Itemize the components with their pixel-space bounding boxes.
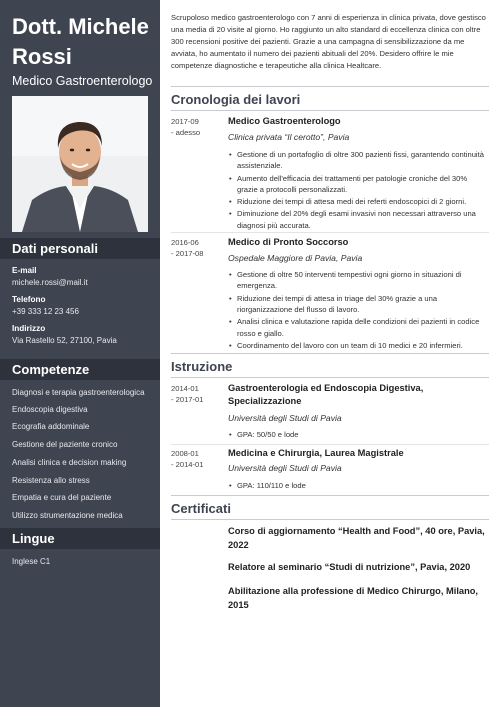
main-content [171,0,489,707]
education-date [171,448,223,470]
section-heading-certificates: Certificati [171,495,489,520]
work-date [171,116,223,138]
skill-item: Resistenza allo stress [12,476,90,485]
achievement-item: • Riduzione dei tempi di attesa medi dei referti endoscopici di 2 giorni. [228,196,489,207]
skill-item: Endoscopia digestiva [12,405,88,414]
phone-value[interactable]: +39 333 12 23 456 [12,307,79,316]
achievement-item: • Gestione di oltre 50 interventi tempestivi ogni giorno in situazioni di emergenza. [228,269,489,292]
divider [171,232,489,233]
phone-label: Telefono [12,295,46,304]
section-heading-languages: Lingue [0,528,160,549]
skill-item: Ecografia addominale [12,422,90,431]
email-label: E-mail [12,266,37,275]
education-date-text: 2014-01 - 2017-01 [171,384,204,404]
education-institution: Università degli Studi di Pavia [228,413,342,423]
education-title: Gastroenterologia ed Endoscopia Digestiva, Specializzazione [228,383,424,406]
achievement-item: • Aumento dell'efficacia dei trattamenti per patologie croniche del 30% grazie a protocolli personalizzati. [228,173,489,196]
certificate-item: Abilitazione alla professione di Medico Chirurgo, Milano, 2015 [228,586,479,610]
work-achievements [228,269,489,352]
grade-item: • GPA: 50/50 e lode [228,429,489,440]
skill-item: Diagnosi e terapia gastroenterologica [12,388,145,397]
section-heading-work: Cronologia dei lavori [171,86,489,111]
skill-item: Analisi clinica e decision making [12,458,127,467]
work-employer: Ospedale Maggiore di Pavia, Pavia [228,253,363,263]
achievement-item: • Coordinamento del lavoro con un team di 10 medici e 20 infermieri. [228,340,489,351]
achievement-item: • Gestione di un portafoglio di oltre 300 pazienti fissi, garantendo continuità assistenziale. [228,149,489,172]
work-title: Medico Gastroenterologo [228,116,341,126]
sidebar [0,0,160,707]
achievement-item: • Diminuzione del 20% degli esami invasivi non necessari attraverso una diagnosi più accurata. [228,208,489,231]
education-date [171,383,223,405]
language-item: Inglese C1 [12,557,51,566]
education-title: Medicina e Chirurgia, Laurea Magistrale [228,448,404,458]
education-details [228,429,489,441]
grade-item: • GPA: 110/110 e lode [228,480,489,491]
work-title: Medico di Pronto Soccorso [228,237,349,247]
skill-item: Empatia e cura del paziente [12,493,112,502]
work-date-text: 2016-06 - 2017-08 [171,238,204,258]
candidate-title: Medico Gastroenterologo [12,74,153,88]
section-heading-personal: Dati personali [0,238,160,259]
profile-photo [12,96,148,232]
education-institution: Università degli Studi di Pavia [228,463,342,473]
divider [171,444,489,445]
candidate-name: Dott. Michele Rossi [12,14,149,69]
certificate-item: Corso di aggiornamento “Health and Food”, 40 ore, Pavia, 2022 [228,526,485,550]
work-date-text: 2017-09 - adesso [171,117,201,137]
section-heading-skills: Competenze [0,359,160,380]
certificate-item: Relatore al seminario “Studi di nutrizione”, Pavia, 2020 [228,562,471,572]
address-label: Indirizzo [12,324,46,333]
email-value[interactable]: michele.rossi@mail.it [12,278,88,287]
profile-summary: Scrupoloso medico gastroenterologo con 7 anni di esperienza in clinica privata, dove gestisco una media di 20 visite al giorno. Ho raggiunto un alto standard di eccellenza clinica con oltre 300 recensioni positive dei pazienti. Grazie a una campagna di sensibilizzazione da me avviata, ho aumentato il numero dei pazienti abituali del 20%. Desidero offrire le mie competenze diagnostiche e terapeutiche alla clinica Healtcare. [171,13,486,70]
address-value: Via Rastello 52, 27100, Pavia [12,336,117,345]
education-details [228,480,489,492]
achievement-item: • Analisi clinica e valutazione rapida delle condizioni dei pazienti in codice rosso e giallo. [228,316,489,339]
profile-photo-illustration [12,96,148,232]
work-date [171,237,223,259]
work-employer: Clinica privata “Il cerotto”, Pavia [228,132,350,142]
skill-item: Utilizzo strumentazione medica [12,511,123,520]
education-date-text: 2008-01 - 2014-01 [171,449,204,469]
achievement-item: • Riduzione dei tempi di attesa in triage del 30% grazie a una riorganizzazione del flusso di lavoro. [228,293,489,316]
skill-item: Gestione del paziente cronico [12,440,118,449]
section-heading-education: Istruzione [171,353,489,378]
work-achievements [228,149,489,232]
